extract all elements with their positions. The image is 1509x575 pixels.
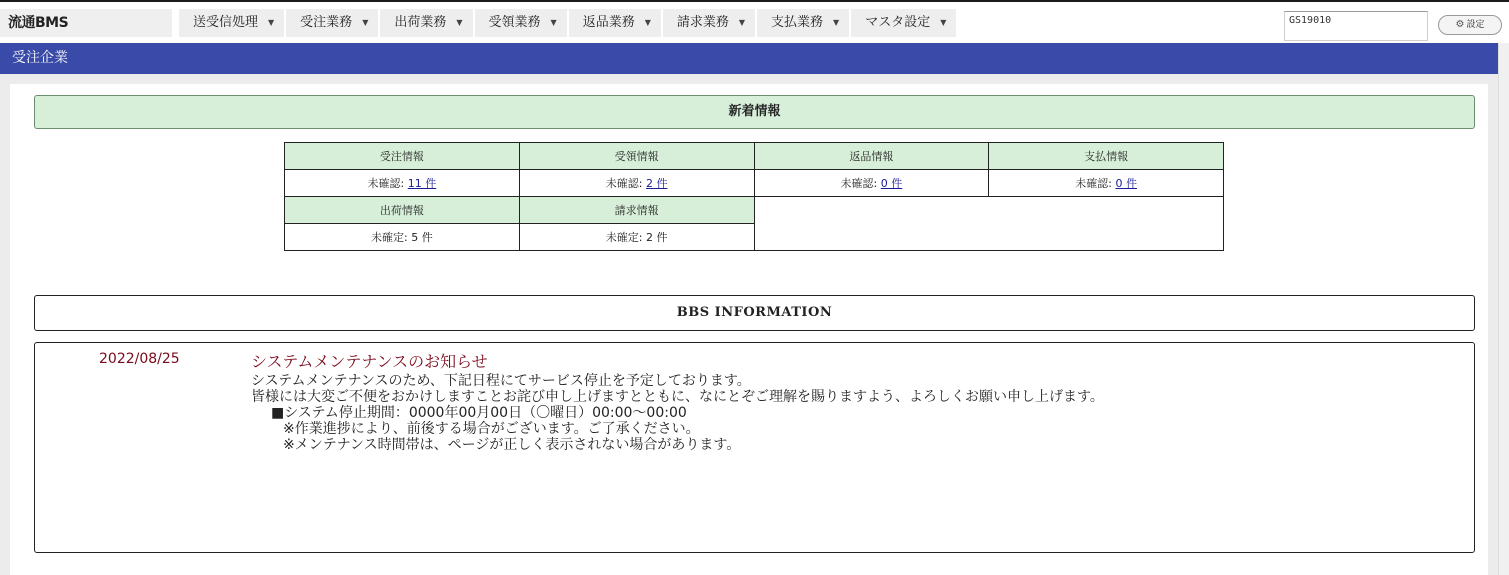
menu-receipt[interactable] xyxy=(475,9,567,37)
caret-down-icon: ▼ xyxy=(940,18,947,27)
menu-label: 受領業務 xyxy=(488,15,541,30)
menu-order[interactable] xyxy=(286,9,378,37)
vertical-scrollbar[interactable] xyxy=(1498,43,1509,575)
post-line: ※メンテナンス時間帯は、ページが正しく表示されない場合があります。 xyxy=(283,437,741,453)
table-empty-cell xyxy=(754,197,1224,251)
post-line: 皆様には大変ご不便をおかけしますことお詫び申し上げますとともに、なにとぞご理解を賜りますよう、よろしくお願い申し上げます。 xyxy=(251,389,1104,405)
table-cell-receipts xyxy=(519,170,754,197)
caret-down-icon: ▼ xyxy=(550,18,557,27)
table-cell-shipping: 未確定: 5 件 xyxy=(285,224,520,251)
settings-label: 設定 xyxy=(1466,20,1485,30)
menu-label: 受注業務 xyxy=(300,15,353,30)
table-header-billing: 請求情報 xyxy=(519,197,754,224)
post-body xyxy=(251,373,1104,453)
menu-send-receive[interactable] xyxy=(179,9,284,37)
settings-button[interactable] xyxy=(1438,15,1502,35)
receipts-unconfirmed-link[interactable]: 2 件 xyxy=(645,177,668,190)
menu-payment[interactable] xyxy=(757,9,849,37)
caret-down-icon: ▼ xyxy=(833,18,840,27)
caret-down-icon: ▼ xyxy=(362,18,369,27)
table-header-shipping: 出荷情報 xyxy=(285,197,520,224)
caret-down-icon: ▼ xyxy=(456,18,463,27)
menu-label: 返品業務 xyxy=(582,15,635,30)
gear-icon: ⚙ xyxy=(1455,19,1465,30)
table-header-returns: 返品情報 xyxy=(754,143,989,170)
payments-unconfirmed-link[interactable]: 0 件 xyxy=(1115,177,1137,190)
caret-down-icon: ▼ xyxy=(268,18,275,27)
returns-unconfirmed-link[interactable]: 0 件 xyxy=(880,177,903,190)
post-title: システムメンテナンスのお知らせ xyxy=(251,352,488,371)
table-cell-payments xyxy=(989,170,1224,197)
bbs-section-header: BBS INFORMATION xyxy=(34,295,1475,331)
main-menu xyxy=(179,9,958,37)
status-prefix: 未確認: xyxy=(367,177,405,190)
menu-label: 支払業務 xyxy=(771,15,824,30)
orders-unconfirmed-link[interactable]: 11 件 xyxy=(407,177,437,190)
table-header-payments: 支払情報 xyxy=(989,143,1224,170)
news-section-header: 新着情報 xyxy=(34,95,1475,129)
page-title: 受注企業 xyxy=(0,43,1498,74)
menu-shipping[interactable] xyxy=(380,9,472,37)
post-line: ※作業進捗により、前後する場合がございます。ご了承ください。 xyxy=(283,421,700,437)
news-summary-table xyxy=(284,142,1224,251)
table-cell-returns xyxy=(754,170,989,197)
table-header-receipts: 受領情報 xyxy=(519,143,754,170)
post-date: 2022/08/25 xyxy=(99,351,180,367)
menu-label: マスタ設定 xyxy=(865,15,931,30)
menu-returns[interactable] xyxy=(569,9,661,37)
top-navigation-bar xyxy=(0,2,1509,43)
caret-down-icon: ▼ xyxy=(738,18,746,27)
status-prefix: 未確認: xyxy=(840,177,878,190)
menu-label: 請求業務 xyxy=(676,15,729,30)
post-line: システムメンテナンスのため、下記日程にてサービス停止を予定しております。 xyxy=(251,373,751,389)
user-id-field[interactable]: GS19010 xyxy=(1284,11,1428,41)
status-prefix: 未確認: xyxy=(605,177,643,190)
caret-down-icon: ▼ xyxy=(644,18,651,27)
post-line: ■システム停止期間：0000年00月00日（〇曜日）00:00～00:00 xyxy=(271,405,687,421)
table-header-orders: 受注情報 xyxy=(285,143,520,170)
menu-label: 送受信処理 xyxy=(193,15,259,30)
bbs-post xyxy=(34,342,1475,553)
menu-master-settings[interactable] xyxy=(851,9,956,37)
status-prefix: 未確認: xyxy=(1075,177,1112,190)
menu-billing[interactable] xyxy=(663,9,755,37)
menu-label: 出荷業務 xyxy=(394,15,447,30)
table-cell-billing: 未確定: 2 件 xyxy=(519,224,754,251)
table-cell-orders xyxy=(285,170,520,197)
app-logo: 流通BMS xyxy=(0,9,172,37)
